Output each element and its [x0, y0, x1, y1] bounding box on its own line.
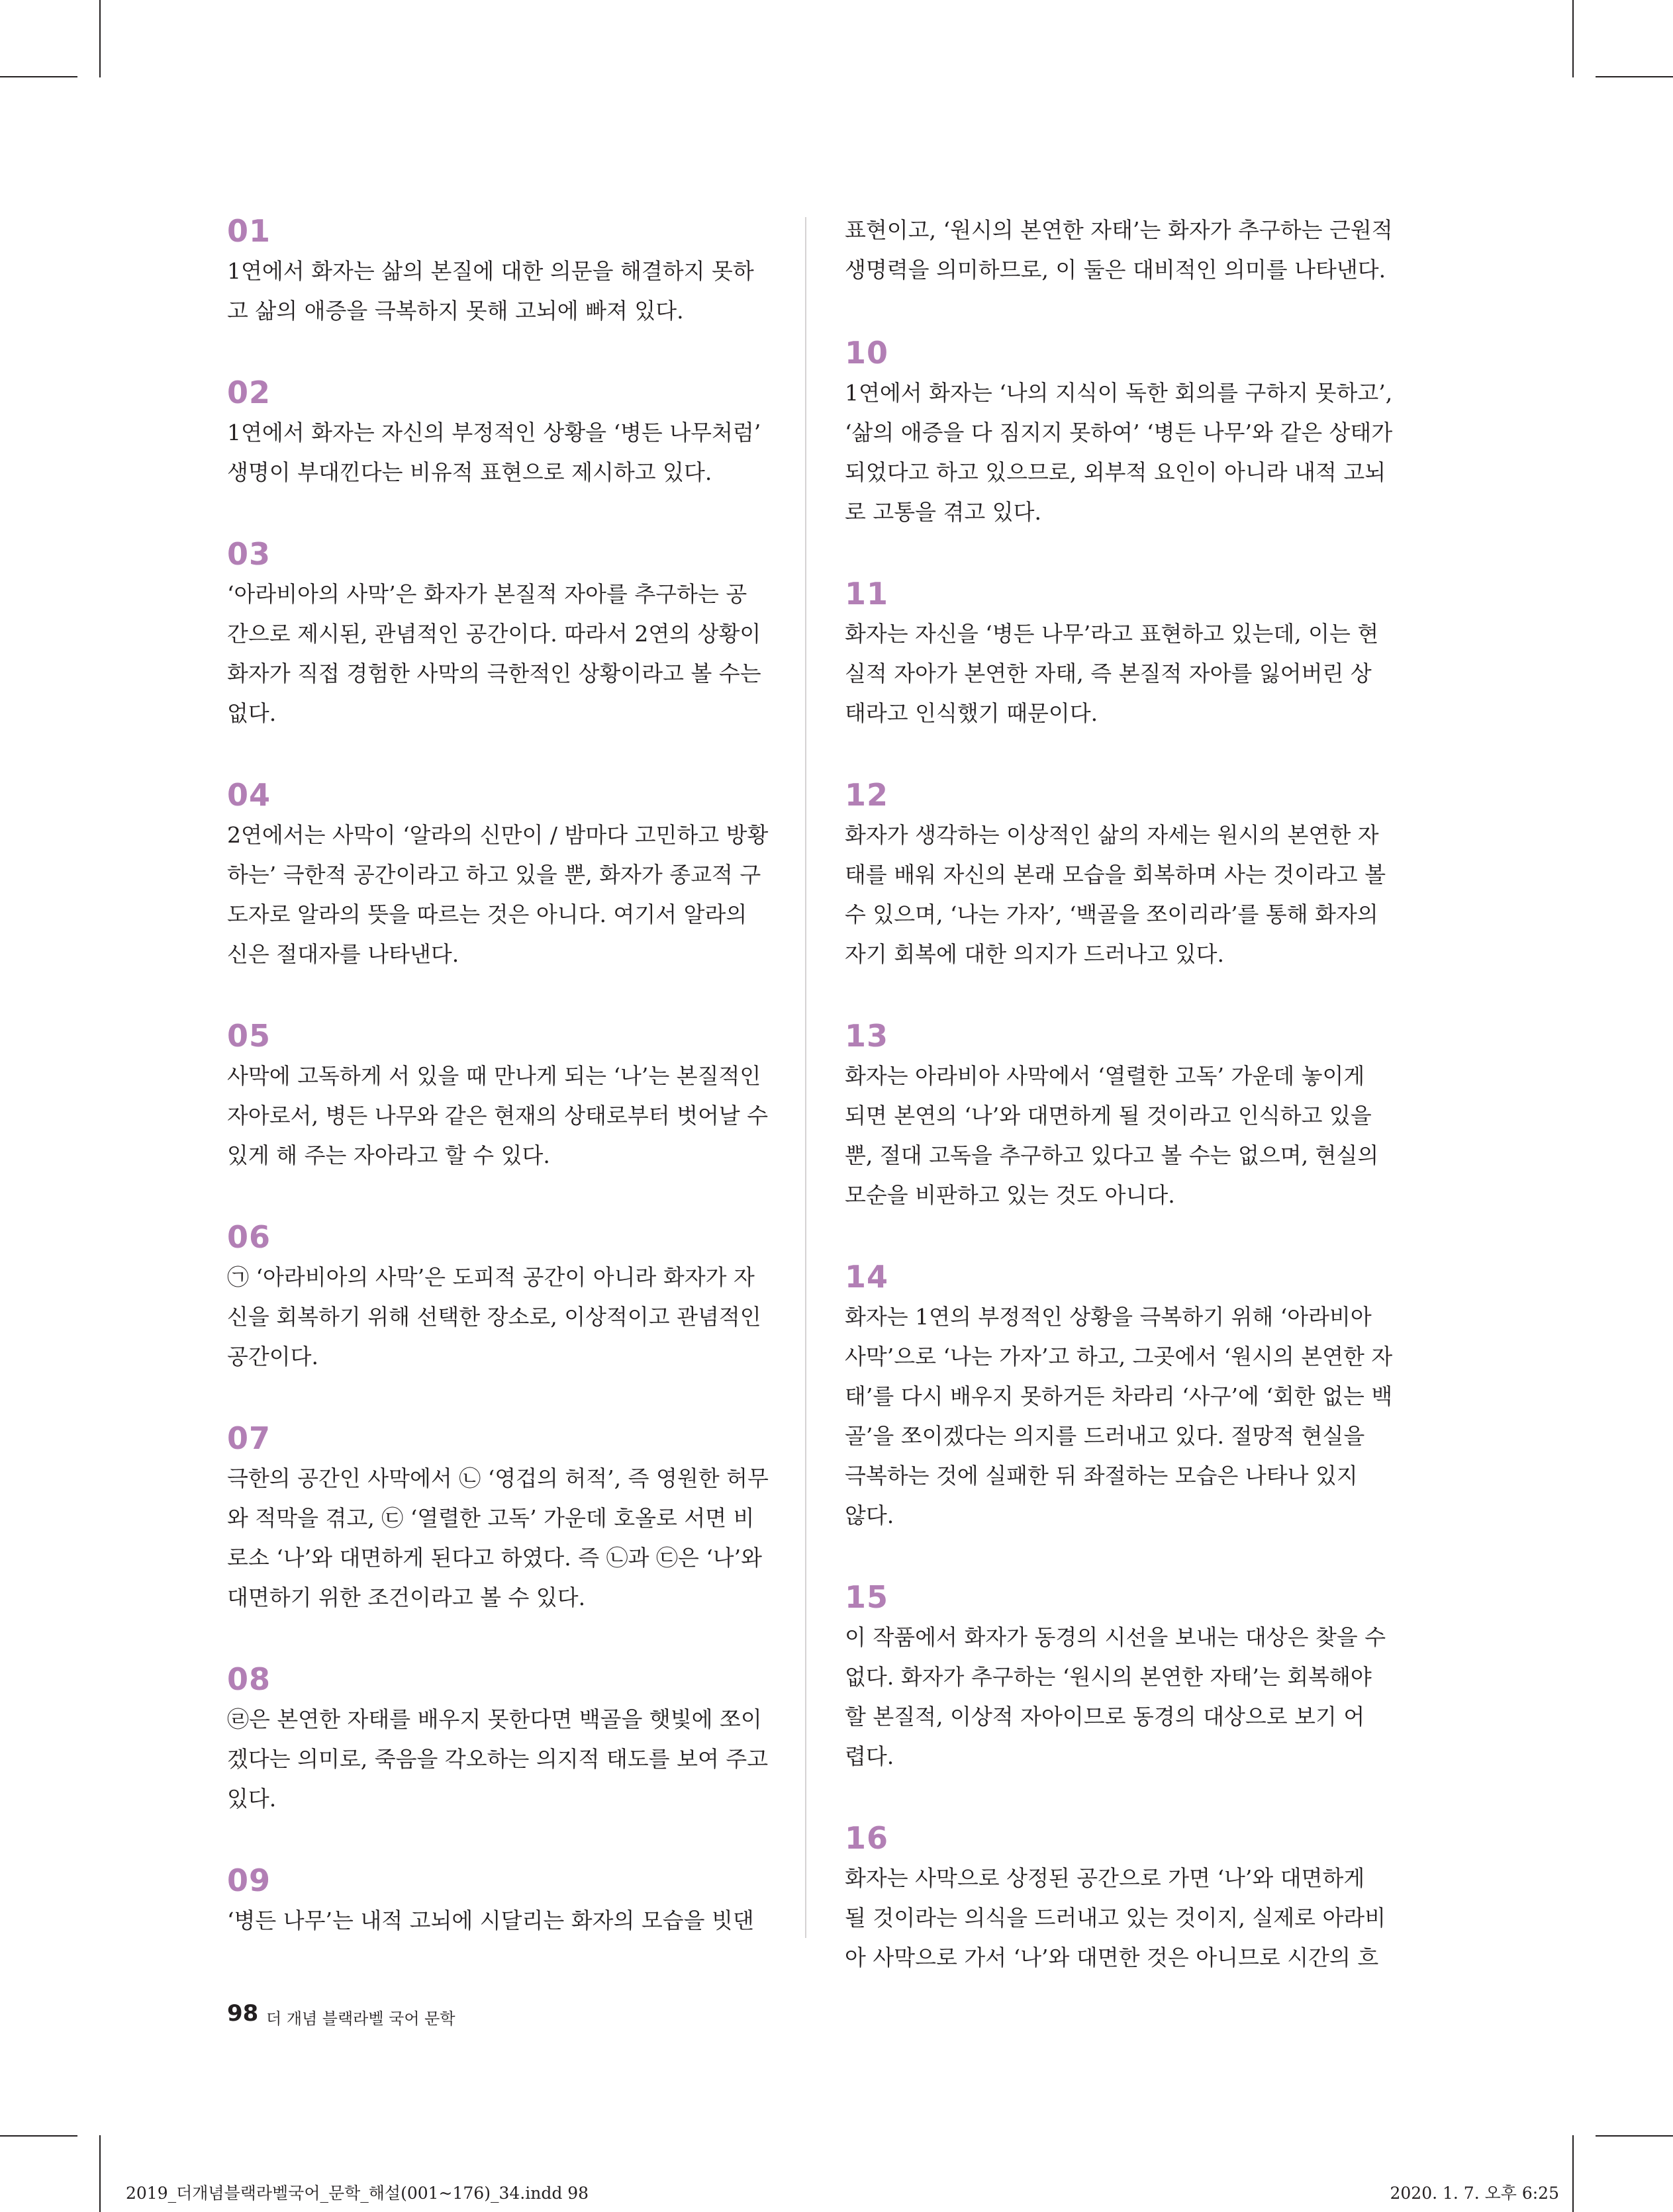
item-text: 화자는 사막으로 상정된 공간으로 가면 ‘나’와 대면하게 될 것이라는 의식을 드러내고 있는 것이지, 실제로 아라비 아 사막으로 가서 ‘나’와 대면한 것은 아니므로 시간의 흐 — [845, 1865, 1386, 1970]
answer-item — [227, 1860, 777, 1941]
answer-item — [227, 1659, 777, 1819]
crop-mark — [1596, 76, 1673, 77]
answer-item — [227, 372, 777, 492]
answer-item — [227, 210, 777, 331]
answer-item — [227, 774, 777, 974]
book-title: 더 개념 블랙라벨 국어 문학 — [266, 2009, 455, 2028]
item-text: 화자는 1연의 부정적인 상황을 극복하기 위해 ‘아라비아 사막’으로 ‘나는 가자’고 하고, 그곳에서 ‘원시의 본연한 자 태’를 다시 배우지 못하거든 차라리 ‘사구’에 ‘회한 없는 백 골’을 쪼이겠다는 의지를 드러내고 있다. 절망적 현실을 극복하는 것에 실패한 뒤 좌절하는 모습은 나타나 있지 않다. — [845, 1304, 1393, 1528]
crop-mark — [1596, 2135, 1673, 2137]
item-text: 이 작품에서 화자가 동경의 시선을 보내는 대상은 찾을 수 없다. 화자가 추구하는 ‘원시의 본연한 자태’는 회복해야 할 본질적, 이상적 자아이므로 동경의 대상으로 보기 어 렵다. — [845, 1624, 1386, 1769]
answer-item — [227, 533, 777, 733]
crop-mark — [0, 76, 77, 77]
item-text: 화자가 생각하는 이상적인 삶의 자세는 원시의 본연한 자 태를 배워 자신의 본래 모습을 회복하며 사는 것이라고 볼 수 있으며, ‘나는 가자’, ‘백골을 쪼이리라’를 통해 화자의 자기 회복에 대한 의지가 드러나고 있다. — [845, 822, 1386, 967]
item-text: ㉣은 본연한 자태를 배우지 못한다면 백골을 햇빛에 쪼이 겠다는 의미로, 죽음을 각오하는 의지적 태도를 보여 주고 있다. — [227, 1706, 769, 1812]
answer-item — [845, 1256, 1394, 1536]
item-text: 1연에서 화자는 ‘나의 지식이 독한 회의를 구하지 못하고’, ‘삶의 애증을 다 짐지지 못하여’ ‘병든 나무’와 같은 상태가 되었다고 하고 있으므로, 외부적 요인이 아니라 내적 고뇌 로 고통을 겪고 있다. — [845, 380, 1393, 525]
continued-text: 표현이고, ‘원시의 본연한 자태’는 화자가 추구하는 근원적 생명력을 의미하므로, 이 둘은 대비적인 의미를 나타낸다. — [845, 217, 1393, 283]
item-number: 16 — [845, 1820, 889, 1856]
answer-item — [845, 332, 1394, 532]
answer-item — [227, 1015, 777, 1175]
item-number: 02 — [227, 375, 271, 410]
item-number: 09 — [227, 1863, 271, 1898]
item-number: 14 — [845, 1259, 889, 1295]
crop-mark — [99, 2135, 101, 2212]
item-text: ‘아라비아의 사막’은 화자가 본질적 자아를 추구하는 공 간으로 제시된, 관념적인 공간이다. 따라서 2연의 상황이 화자가 직접 경험한 사막의 극한적인 상황이라고 볼 수는 없다. — [227, 581, 761, 726]
item-text: 1연에서 화자는 삶의 본질에 대한 의문을 해결하지 못하 고 삶의 애증을 극복하지 못해 고뇌에 빠져 있다. — [227, 258, 754, 324]
item-number: 15 — [845, 1579, 889, 1615]
item-number: 11 — [845, 576, 889, 612]
item-number: 08 — [227, 1661, 271, 1697]
item-text: 2연에서는 사막이 ‘알라의 신만이 / 밤마다 고민하고 방황 하는’ 극한적 공간이라고 하고 있을 뿐, 화자가 종교적 구 도자로 알라의 뜻을 따르는 것은 아니다. 여기서 알라의 신은 절대자를 나타낸다. — [227, 822, 769, 967]
item-number: 05 — [227, 1018, 271, 1054]
item-text: ㉠ ‘아라비아의 사막’은 도피적 공간이 아니라 화자가 자 신을 회복하기 위해 선택한 장소로, 이상적이고 관념적인 공간이다. — [227, 1264, 761, 1369]
item-number: 01 — [227, 213, 271, 249]
item-number: 13 — [845, 1018, 889, 1054]
answer-item — [845, 1577, 1394, 1776]
answer-item — [845, 1818, 1394, 1978]
answer-item — [845, 1015, 1394, 1215]
item-number: 07 — [227, 1420, 271, 1456]
item-number: 04 — [227, 777, 271, 813]
item-text: ‘병든 나무’는 내적 고뇌에 시달리는 화자의 모습을 빗댄 — [227, 1908, 754, 1933]
item-number: 06 — [227, 1219, 271, 1255]
item-number: 12 — [845, 777, 889, 813]
item-text: 사막에 고독하게 서 있을 때 만나게 되는 ‘나’는 본질적인 자아로서, 병든 나무와 같은 현재의 상태로부터 벗어날 수 있게 해 주는 자아라고 할 수 있다. — [227, 1063, 769, 1168]
item-text: 극한의 공간인 사막에서 ㉡ ‘영겁의 허적’, 즉 영원한 허무 와 적막을 겪고, ㉢ ‘열렬한 고독’ 가운데 호올로 서면 비 로소 ‘나’와 대면하게 된다고 하였다. 즉 ㉡과 ㉢은 ‘나’와 대면하기 위한 조건이라고 볼 수 있다. — [227, 1465, 769, 1610]
print-slug-date: 2020. 1. 7. 오후 6:25 — [1390, 2184, 1559, 2203]
item-number: 10 — [845, 335, 889, 371]
item-text: 1연에서 화자는 자신의 부정적인 상황을 ‘병든 나무처럼’ 생명이 부대낀다는 비유적 표현으로 제시하고 있다. — [227, 420, 761, 485]
item-text: 화자는 아라비아 사막에서 ‘열렬한 고독’ 가운데 놓이게 되면 본연의 ‘나’와 대면하게 될 것이라고 인식하고 있을 뿐, 절대 고독을 추구하고 있다고 볼 수는 없으며, 현실의 모순을 비판하고 있는 것도 아니다. — [845, 1063, 1379, 1208]
crop-mark — [1572, 2135, 1574, 2212]
crop-mark — [0, 2135, 77, 2137]
crop-mark — [1572, 0, 1574, 77]
item-number: 03 — [227, 536, 271, 572]
answer-item — [845, 774, 1394, 974]
crop-mark — [99, 0, 101, 77]
answer-item — [845, 573, 1394, 733]
left-column — [227, 210, 777, 1941]
column-divider — [805, 217, 806, 1938]
item-text: 화자는 자신을 ‘병든 나무’라고 표현하고 있는데, 이는 현 실적 자아가 본연한 자태, 즉 본질적 자아를 잃어버린 상 태라고 인식했기 때문이다. — [845, 621, 1379, 726]
page-number: 98 — [227, 2000, 259, 2027]
print-slug-file: 2019_더개념블랙라벨국어_문학_해설(001~176)_34.indd 98 — [126, 2184, 589, 2203]
right-column — [845, 210, 1394, 1978]
answer-item — [227, 1217, 777, 1377]
answer-item — [227, 1418, 777, 1618]
